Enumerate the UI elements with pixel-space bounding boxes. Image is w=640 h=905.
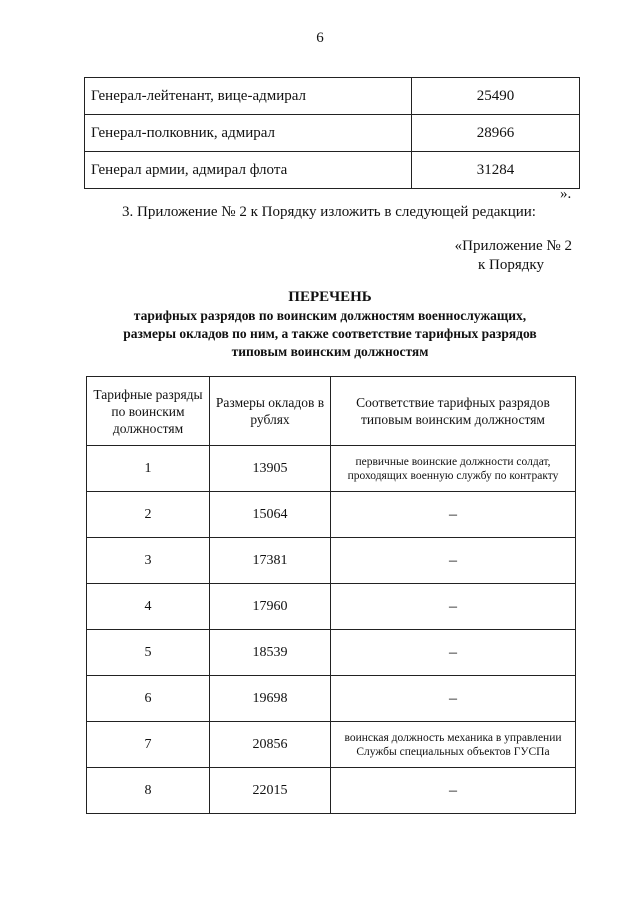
appendix-header: [455, 237, 572, 275]
ranks-table: [84, 77, 580, 189]
rank-cell: Генерал-лейтенант, вице-адмирал: [85, 78, 412, 115]
header-correspondence: Соответствие тарифных разрядов типовым воинским должностям: [331, 377, 576, 446]
closing-quote: ».: [560, 186, 572, 202]
rank-cell: Генерал-полковник, адмирал: [85, 115, 412, 152]
salary-cell: 15064: [210, 492, 331, 538]
salary-cell: 28966: [412, 115, 580, 152]
document-title: ПЕРЕЧЕНЬ: [288, 289, 372, 305]
salary-cell: 17381: [210, 538, 331, 584]
table-row: [87, 538, 576, 584]
grade-cell: 7: [87, 722, 210, 768]
appendix-line-1: «Приложение № 2: [454, 238, 572, 254]
salary-cell: 22015: [210, 768, 331, 814]
grade-cell: 5: [87, 630, 210, 676]
position-cell: –: [331, 630, 576, 676]
position-cell: –: [331, 676, 576, 722]
table-row: [87, 676, 576, 722]
salary-cell: 19698: [210, 676, 331, 722]
table-row: [85, 115, 580, 152]
document-subtitle: [80, 307, 580, 361]
position-cell: первичные воинские должности солдат, проходящих военную службу по контракту: [331, 446, 576, 492]
salary-cell: 13905: [210, 446, 331, 492]
salary-cell: 31284: [412, 152, 580, 189]
table-row: [87, 584, 576, 630]
subtitle-line-2: размеры окладов по ним, а также соответствие тарифных разрядов: [123, 326, 537, 341]
appendix-line-2: к Порядку: [478, 257, 544, 273]
position-cell: –: [331, 538, 576, 584]
subtitle-line-3: типовым воинским должностям: [231, 344, 429, 359]
subtitle-line-1: тарифных разрядов по воинским должностям военнослужащих,: [133, 308, 527, 323]
rank-cell: Генерал армии, адмирал флота: [85, 152, 412, 189]
amendment-text: 3. Приложение № 2 к Порядку изложить в следующей редакции:: [122, 204, 536, 220]
header-salary: Размеры окладов в рублях: [210, 377, 331, 446]
table-row: [87, 630, 576, 676]
salary-cell: 17960: [210, 584, 331, 630]
position-cell: воинская должность механика в управлении Службы специальных объектов ГУСПа: [331, 722, 576, 768]
position-cell: –: [331, 492, 576, 538]
grade-cell: 3: [87, 538, 210, 584]
tariff-grades-table: [86, 376, 576, 814]
grade-cell: 1: [87, 446, 210, 492]
table-row: [85, 152, 580, 189]
salary-cell: 25490: [412, 78, 580, 115]
salary-cell: 20856: [210, 722, 331, 768]
page-number: 6: [316, 30, 324, 46]
grade-cell: 4: [87, 584, 210, 630]
position-cell: –: [331, 584, 576, 630]
table-row: [85, 78, 580, 115]
table-row: [87, 768, 576, 814]
table-header-row: [87, 377, 576, 446]
table-row: [87, 492, 576, 538]
table-row: [87, 446, 576, 492]
header-grade: Тарифные разряды по воинским должностям: [87, 377, 210, 446]
table-row: [87, 722, 576, 768]
grade-cell: 6: [87, 676, 210, 722]
salary-cell: 18539: [210, 630, 331, 676]
position-cell: –: [331, 768, 576, 814]
grade-cell: 8: [87, 768, 210, 814]
grade-cell: 2: [87, 492, 210, 538]
